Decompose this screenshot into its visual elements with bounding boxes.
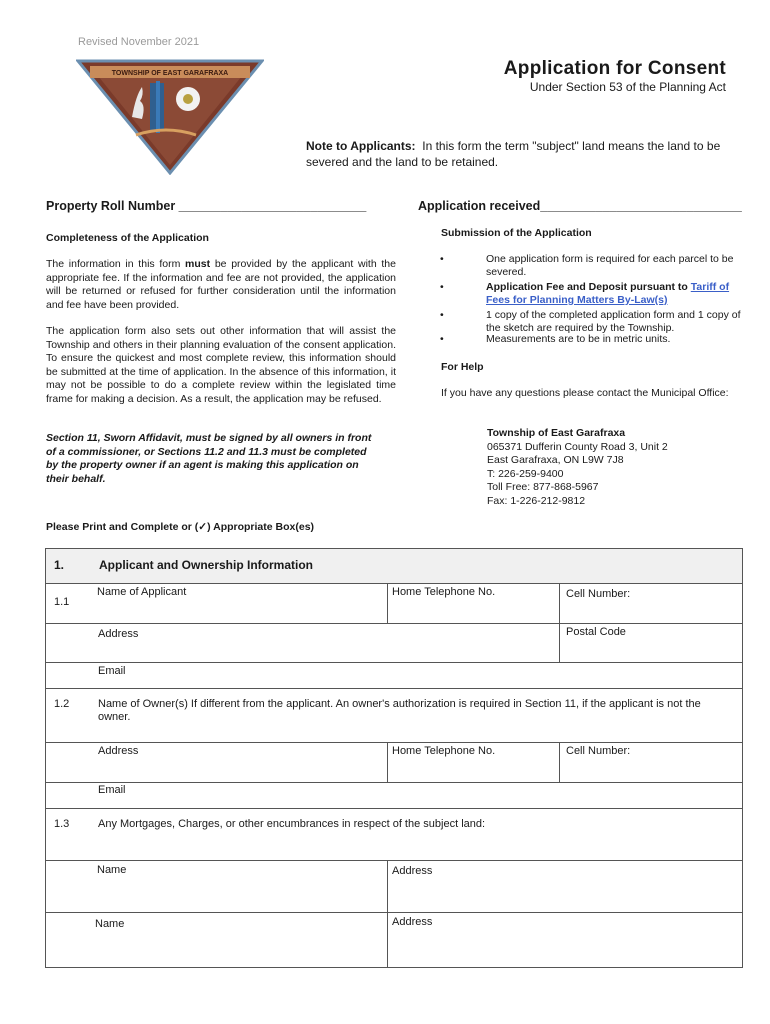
- applicant-name-label: Name of Applicant: [97, 586, 187, 598]
- encumbrance-address-label-2: Address: [392, 916, 433, 928]
- tariff-link[interactable]: Tariff of Fees for Planning Matters By-Law(s): [486, 281, 730, 306]
- encumbrance-address-label-1: Address: [392, 865, 433, 877]
- para1-pre: The information in this form: [46, 258, 186, 270]
- note-text: In this form the term "subject" land means the land to be severed and the land to be retained.: [306, 139, 721, 169]
- applicant-name-field[interactable]: [89, 584, 387, 623]
- applicant-email-row: [46, 663, 742, 689]
- submission-item-4-dot: •: [440, 333, 444, 345]
- completeness-heading: Completeness of the Application: [46, 232, 209, 244]
- office-fax: Fax: 1-226-212-9812: [487, 494, 586, 507]
- completeness-para-1: [46, 258, 396, 312]
- contact-block: [487, 427, 668, 508]
- encumbrance-row-1: [46, 861, 742, 913]
- bullet-icon: •: [440, 253, 444, 265]
- encumbrance-row-2: [46, 913, 742, 967]
- owner-address-field[interactable]: [89, 743, 387, 782]
- section-title: Applicant and Ownership Information: [99, 558, 314, 572]
- list-item: [440, 281, 744, 307]
- para1-post: be provided by the applicant with the appropriate fee. If the information and fee are not provided, the application will be returned or refused for further consideration until the information and fee have been provided.: [46, 258, 396, 311]
- mortgages-row: [46, 809, 742, 861]
- owner-home-telephone-field[interactable]: [387, 743, 559, 782]
- completeness-para-2: The application form also sets out other information that will assist the Township and others in their planning evaluation of the consent application. To ensure the quickest and most complete review, this information should be submitted at the time of application. In the absence of this information, it may not be possible to do a complete review within the legislated time frame for making a decision. As a result, the application may be refused.: [46, 325, 396, 405]
- note-to-applicants: [306, 138, 736, 170]
- encumbrance-name-label-1: Name: [97, 864, 127, 876]
- page-subtitle: Under Section 53 of the Planning Act: [529, 80, 726, 94]
- encumbrance-address-field-1[interactable]: [387, 861, 742, 912]
- item-number-1-3: 1.3: [54, 818, 70, 830]
- item-number-1-1: 1.1: [54, 596, 70, 608]
- applicant-form-table: [45, 548, 743, 968]
- submission-list: [440, 253, 744, 337]
- owner-name-field[interactable]: [89, 689, 742, 742]
- cell-number-field[interactable]: [559, 584, 742, 623]
- print-instruction: Please Print and Complete or (✓) Appropriate Box(es): [46, 521, 315, 533]
- item-number-1-2: 1.2: [54, 698, 70, 710]
- help-text: If you have any questions please contact the Municipal Office:: [441, 387, 729, 399]
- property-roll-number[interactable]: Property Roll Number ___________________________: [46, 199, 367, 213]
- application-received[interactable]: Application received_____________________________: [418, 199, 742, 213]
- page-title: Application for Consent: [503, 58, 726, 79]
- owner-email-field[interactable]: [89, 783, 742, 808]
- encumbrance-name-field-1[interactable]: [89, 861, 387, 912]
- home-telephone-field[interactable]: [387, 584, 559, 623]
- para1-bold: must: [185, 258, 211, 270]
- postal-code-field[interactable]: [559, 624, 742, 662]
- owner-home-telephone-label: Home Telephone No.: [392, 745, 496, 757]
- applicant-name-row: [46, 584, 742, 624]
- home-telephone-label: Home Telephone No.: [392, 586, 496, 598]
- owner-label: Name of Owner(s) If different from the applicant. An owner's authorization is required in Section 11, if the applicant is not the owner.: [98, 698, 701, 723]
- submission-item-2: Application Fee and Deposit pursuant to: [486, 281, 691, 293]
- cell-number-label: Cell Number:: [566, 588, 631, 600]
- bullet-icon: •: [440, 309, 444, 321]
- township-logo: [76, 57, 264, 175]
- help-heading: For Help: [441, 361, 484, 373]
- revised-date: Revised November 2021: [78, 36, 200, 48]
- applicant-address-field[interactable]: [89, 624, 559, 662]
- office-address-2: East Garafraxa, ON L9W 7J8: [487, 454, 624, 466]
- submission-item-4: Measurements are to be in metric units.: [486, 333, 671, 345]
- encumbrance-name-field-2[interactable]: [89, 913, 387, 967]
- office-toll-free: Toll Free: 877-868-5967: [487, 481, 599, 493]
- list-item: [440, 253, 744, 279]
- owner-email-label: Email: [98, 784, 126, 796]
- owner-email-row: [46, 783, 742, 809]
- mortgages-label: Any Mortgages, Charges, or other encumbrances in respect of the subject land:: [98, 818, 486, 830]
- encumbrance-name-label-2: Name: [95, 918, 125, 930]
- office-name: Township of East Garafraxa: [487, 427, 626, 439]
- submission-item-3: 1 copy of the completed application form and 1 copy of the sketch are required by the Township.: [486, 309, 741, 334]
- owner-address-label: Address: [98, 745, 139, 757]
- affidavit-notice: Section 11, Sworn Affidavit, must be signed by all owners in front of a commissioner, or Sections 11.2 and 11.3 must be completed by the property owner if an agent is making this application on their behalf.: [46, 432, 372, 485]
- owner-name-row: [46, 689, 742, 743]
- submission-heading: Submission of the Application: [441, 227, 592, 239]
- office-phone: T: 226-259-9400: [487, 467, 564, 480]
- list-item: [440, 309, 744, 335]
- address-label: Address: [98, 628, 139, 640]
- note-label: Note to Applicants:: [306, 139, 416, 153]
- encumbrance-address-field-2[interactable]: [387, 913, 742, 967]
- owner-cell-number-label: Cell Number:: [566, 745, 631, 757]
- logo-text: TOWNSHIP OF EAST GARAFRAXA: [111, 70, 229, 77]
- postal-code-label: Postal Code: [566, 626, 626, 638]
- email-label: Email: [98, 665, 126, 677]
- submission-item-1: One application form is required for each parcel to be severed.: [486, 253, 734, 278]
- owner-address-row: [46, 743, 742, 783]
- applicant-email-field[interactable]: [89, 663, 742, 688]
- owner-cell-number-field[interactable]: [559, 743, 742, 782]
- section-header-row: [46, 549, 742, 584]
- bullet-icon: •: [440, 281, 444, 293]
- section-number: 1.: [54, 558, 65, 572]
- applicant-address-row: [46, 624, 742, 663]
- office-address-1: 065371 Dufferin County Road 3, Unit 2: [487, 440, 668, 453]
